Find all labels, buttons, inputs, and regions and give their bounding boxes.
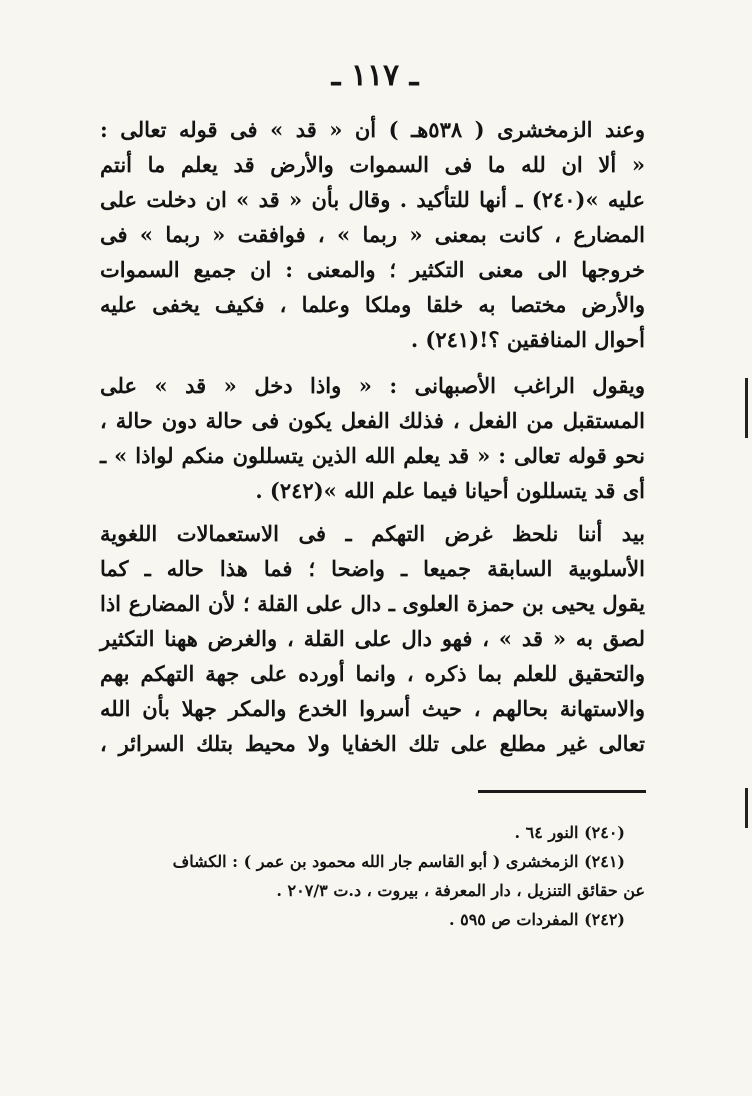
paragraph-line: الأسلوبية السابقة جميعا ـ واضحا ؛ فما هذا حاله ـ كما [100,556,645,581]
paragraph-line: نحو قوله تعالى : « قد يعلم الله الذين يتسللون منكم لواذا » ـ [100,443,645,468]
paragraph-line: خروجها الى معنى التكثير ؛ والمعنى : ان جميع السموات [100,257,645,282]
paragraph-line: أى قد يتسللون أحيانا فيما علم الله »(٢٤٢) . [255,478,645,503]
footnote-241: (٢٤١) الزمخشرى ( أبو القاسم جار الله محمود بن عمر ) : الكشاف [172,852,625,871]
paragraph-line: تعالى غير مطلع على تلك الخفايا ولا محيط بتلك السرائر ، [100,731,645,756]
scan-edge-mark [745,788,748,828]
paragraph-line: يقول يحيى بن حمزة العلوى ـ دال على القلة ؛ لأن المضارع اذا [100,591,645,616]
paragraph-line: المستقبل من الفعل ، فذلك الفعل يكون فى حالة دون حالة ، [100,408,645,433]
footnote-241-continuation: عن حقائق التنزيل ، دار المعرفة ، بيروت ، د.ت ٢٠٧/٣ . [276,881,645,900]
page-number: ـ ١١٧ ـ [331,58,419,93]
paragraph-line: أحوال المنافقين ؟!(٢٤١) . [410,327,645,352]
paragraph-line: المضارع ، كانت بمعنى « ربما » ، فوافقت « ربما » فى [100,222,645,247]
paragraph-line: عليه »(٢٤٠) ـ أنها للتأكيد . وقال بأن « قد » ان دخلت على [100,187,645,212]
paragraph-3 [100,516,645,761]
paragraph-line: لصق به « قد » ، فهو دال على القلة ، والغرض ههنا التكثير [100,626,645,651]
paragraph-2 [100,368,645,508]
footnote-240: (٢٤٠) النور ٦٤ . [514,823,625,842]
footnote-divider [478,790,646,793]
paragraph-line: « ألا ان لله ما فى السموات والأرض قد يعلم ما أنتم [100,152,645,177]
footnote-242: (٢٤٢) المفردات ص ٥٩٥ . [448,910,625,929]
scan-edge-mark [745,378,748,438]
paragraph-line: ويقول الراغب الأصبهانى : « واذا دخل « قد » على [100,373,645,398]
footnotes [100,818,645,934]
paragraph-line: وعند الزمخشرى ( ٥٣٨هـ ) أن « قد » فى قوله تعالى : [100,117,645,142]
paragraph-line: والتحقيق للعلم بما ذكره ، وانما أورده على جهة التهكم بهم [100,661,645,686]
paragraph-line: والاستهانة بحالهم ، حيث أسروا الخدع والمكر جهلا بأن الله [100,696,645,721]
paragraph-line: والأرض مختصا به خلقا وملكا وعلما ، فكيف يخفى عليه [100,292,645,317]
paragraph-line: بيد أننا نلحظ غرض التهكم ـ فى الاستعمالات اللغوية [100,521,645,546]
paragraph-1 [100,112,645,357]
